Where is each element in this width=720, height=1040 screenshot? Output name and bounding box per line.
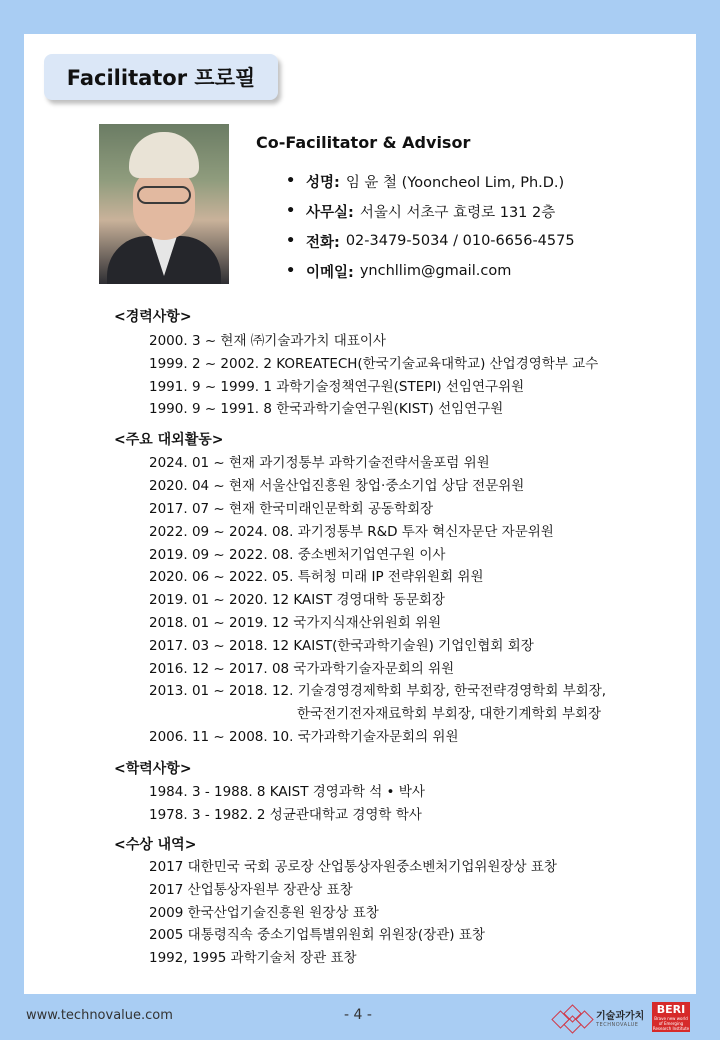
list-item: 2009 한국산업기술진흥원 원장상 표창 bbox=[149, 904, 379, 921]
contact-email bbox=[286, 256, 575, 286]
beri-logo bbox=[652, 1002, 690, 1032]
career-list bbox=[149, 328, 598, 419]
contact-value: ynchllim@gmail.com bbox=[359, 263, 512, 279]
bullet-icon: • bbox=[286, 203, 296, 219]
education-list bbox=[149, 779, 425, 824]
list-item: 한국전기전자재료학회 부회장, 대한기계학회 부회장 bbox=[297, 706, 602, 723]
career-heading: <경력사항> bbox=[114, 309, 192, 325]
contact-office bbox=[286, 196, 575, 226]
list-item: 2017. 07 ~ 현재 한국미래인문학회 공동학회장 bbox=[149, 500, 434, 517]
bullet-icon: • bbox=[286, 233, 296, 249]
contact-value: 02-3479-5034 / 010-6656-4575 bbox=[345, 233, 575, 249]
list-item: 2017 대한민국 국회 공로장 산업통상자원중소벤처기업위원장상 표창 bbox=[149, 859, 557, 876]
footer-url[interactable]: www.technovalue.com bbox=[26, 1008, 173, 1023]
list-item: 1992, 1995 과학기술처 장관 표창 bbox=[149, 950, 357, 967]
role-title: Co-Facilitator & Advisor bbox=[256, 133, 471, 152]
list-item: 2018. 01 ~ 2019. 12 국가지식재산위원회 위원 bbox=[149, 614, 442, 631]
education-heading: <학력사항> bbox=[114, 761, 192, 777]
page-title: Facilitator 프로필 bbox=[44, 54, 278, 100]
contact-value: 서울시 서초구 효령로 131 2층 bbox=[359, 204, 556, 221]
bullet-icon: • bbox=[286, 263, 296, 279]
list-item: 1990. 9 ~ 1991. 8 한국과학기술연구원(KIST) 선임연구원 bbox=[149, 401, 504, 418]
contact-phone bbox=[286, 226, 575, 256]
page-number: - 4 - bbox=[344, 1007, 372, 1023]
list-item: 2005 대통령직속 중소기업특별위원회 위원장(장관) 표창 bbox=[149, 927, 485, 944]
list-item: 1991. 9 ~ 1999. 1 과학기술정책연구원(STEPI) 선임연구위원 bbox=[149, 378, 525, 395]
beri-logo-text: BERI bbox=[656, 1003, 686, 1016]
list-item: 1999. 2 ~ 2002. 2 KOREATECH(한국기술교육대학교) 산업경영학부 교수 bbox=[149, 356, 599, 373]
list-item: 2024. 01 ~ 현재 과기정통부 과학기술전략서울포럼 위원 bbox=[149, 455, 490, 472]
list-item: 1978. 3 - 1982. 2 성균관대학교 경영학 학사 bbox=[149, 807, 422, 824]
list-item: 2017. 03 ~ 2018. 12 KAIST(한국과학기술원) 기업인협회 회장 bbox=[149, 637, 534, 654]
contact-label: 이메일: bbox=[306, 264, 354, 281]
activities-heading: <주요 대외활동> bbox=[114, 432, 224, 448]
list-item: 2000. 3 ~ 현재 ㈜기술과가치 대표이사 bbox=[149, 333, 386, 350]
profile-photo bbox=[99, 124, 229, 284]
list-item: 2017 산업통상자원부 장관상 표창 bbox=[149, 882, 353, 899]
list-item: 2022. 09 ~ 2024. 08. 과기정통부 R&D 투자 혁신자문단 자문위원 bbox=[149, 523, 554, 540]
technovalue-logo bbox=[552, 1003, 644, 1031]
list-item: 2019. 01 ~ 2020. 12 KAIST 경영대학 동문회장 bbox=[149, 592, 445, 609]
list-item: 2013. 01 ~ 2018. 12. 기술경영경제학회 부회장, 한국전략경영학회 부회장, bbox=[149, 683, 607, 700]
list-item: 2019. 09 ~ 2022. 08. 중소벤처기업연구원 이사 bbox=[149, 546, 446, 563]
list-item: 2006. 11 ~ 2008. 10. 국가과학기술자문회의 위원 bbox=[149, 728, 459, 745]
contact-label: 성명: bbox=[306, 174, 340, 191]
contact-label: 사무실: bbox=[306, 204, 354, 221]
activities-list bbox=[149, 450, 606, 746]
awards-heading: <수상 내역> bbox=[114, 837, 197, 853]
contact-value: 임 윤 철 (Yooncheol Lim, Ph.D.) bbox=[345, 174, 565, 191]
list-item: 2020. 06 ~ 2022. 05. 특허청 미래 IP 전략위원회 위원 bbox=[149, 569, 484, 586]
contact-list bbox=[286, 166, 575, 286]
awards-list bbox=[149, 854, 557, 967]
contact-name bbox=[286, 166, 575, 196]
list-item: 2020. 04 ~ 현재 서울산업진흥원 창업·중소기업 상담 전문위원 bbox=[149, 478, 525, 495]
list-item: 2016. 12 ~ 2017. 08 국가과학기술자문회의 위원 bbox=[149, 660, 455, 677]
contact-label: 전화: bbox=[306, 234, 340, 251]
list-item: 1984. 3 - 1988. 8 KAIST 경영과학 석 • 박사 bbox=[149, 784, 425, 801]
logo-text: 기술과가치 bbox=[596, 1010, 645, 1022]
beri-logo-subtext: Brave new world of Emerging Research Institute bbox=[652, 1016, 690, 1031]
page-panel bbox=[24, 34, 696, 994]
bullet-icon: • bbox=[286, 173, 296, 189]
cube-logo-icon bbox=[552, 1003, 592, 1031]
logo-subtext: TECHNOVALUE bbox=[596, 1021, 639, 1028]
